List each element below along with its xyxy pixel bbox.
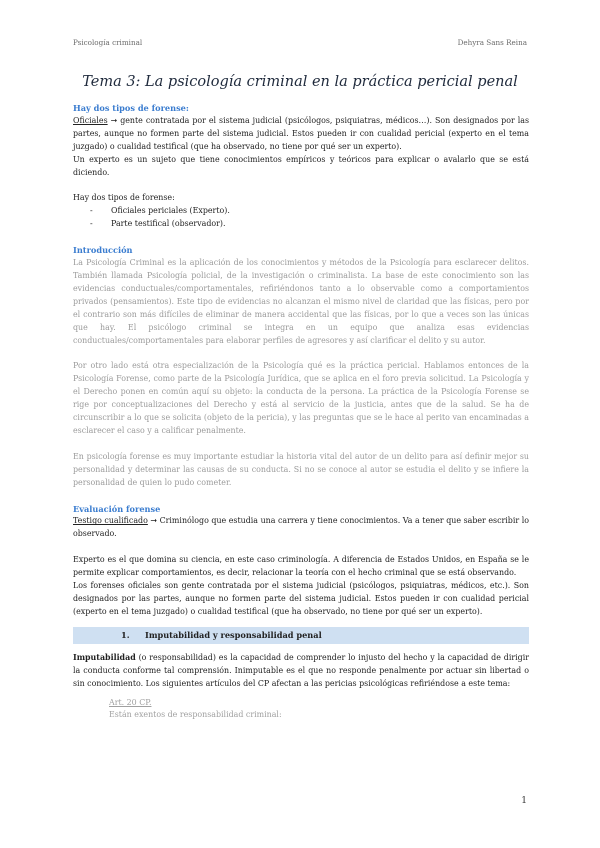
- header-left: Psicología criminal: [73, 38, 143, 47]
- section-heading-bar: [73, 627, 529, 644]
- oficiales-term: Oficiales: [73, 115, 108, 125]
- testigo-term: Testigo cualificado: [73, 516, 148, 526]
- forense-types-intro: Hay dos tipos de forense:: [73, 193, 175, 203]
- section-number: 1.: [121, 629, 130, 640]
- intro-heading: Introducción: [73, 245, 133, 256]
- intro-paragraph-2: Por otro lado está otra especialización de la Psicología qué es la práctica pericial. Hablamos entonces de la Psicología Forense, como parte de la Psicología Jurídica, que se aplica en el foro previa solicitud. La Psicología y el Derecho ponen en común aquí su objeto: la conducta de la persona. La práctica de la Psicología Forense se rige por conceptualizaciones del Derecho y está al servicio de la justicia, antes que de la salud. Se ha de circunscribir a lo que se solicita (objeto de la pericia), y las preguntas que se le hace al perito van encaminadas a esclarecer el caso y a calificar penalmente.: [73, 361, 529, 435]
- page-number: 1: [521, 796, 527, 806]
- imputabilidad-paragraph: [73, 652, 529, 691]
- forense-types-list: [73, 205, 529, 231]
- imputabilidad-term: Imputabilidad: [73, 652, 136, 662]
- header-right: Dehyra Sans Reina: [457, 38, 527, 47]
- forenses-oficiales-paragraph: Los forenses oficiales son gente contratada por el sistema judicial (psicólogos, psiquiatras, médicos, etc.). Son designados por las partes, aunque no formen parte del sistema judicial. Estos pueden ir con cualidad pericial (experto en el tema juzgado) o cualidad testifical (que ha observado, no tiene por qué ser un experto).: [73, 581, 529, 616]
- page-title: Tema 3: La psicología criminal en la práctica pericial penal: [82, 74, 518, 90]
- forense-types-heading: Hay dos tipos de forense:: [73, 103, 189, 113]
- intro-paragraph-1: La Psicología Criminal es la aplicación de los conocimientos y métodos de la Psicología para esclarecer delitos. También llamada Psicología policial, de la investigación o criminalista. La base de este conocimiento son las evidencias conductuales/comportamentales, refiriéndonos tanto a lo observable como a comportamientos privados (pensamientos). Este tipo de evidencias no alcanzan el mismo nivel de claridad que las físicas, pero por el contrario son más difíciles de eliminar de manera accidental que las físicas, por lo que a veces son las únicas que hay. El psicólogo criminal se integra en un equipo que analiza esas evidencias conductuales/comportamentales para elaborar perfiles de agresores y así clarificar el delito y su autor.: [73, 258, 529, 345]
- list-item: - Parte testifical (observador).: [90, 218, 529, 231]
- article-title: Art. 20 CP.: [109, 697, 152, 707]
- document-body: [73, 102, 529, 722]
- list-item: - Oficiales periciales (Experto).: [90, 205, 529, 218]
- evaluation-heading: Evaluación forense: [73, 503, 161, 514]
- section-title: Imputabilidad y responsabilidad penal: [145, 629, 322, 640]
- testigo-text: ➞ Criminólogo que estudia una carrera y tiene conocimientos. Va a tener que saber escribir lo observado.: [73, 516, 529, 539]
- experto-paragraph: Un experto es un sujeto que tiene conocimientos empíricos y teóricos para explicar o avalarlo que se está diciendo.: [73, 154, 529, 177]
- testigo-paragraph: [73, 515, 529, 541]
- experto-definition: Experto es el que domina su ciencia, en este caso criminología. A diferencia de Estados Unidos, en España se le permite explicar comportamientos, es decir, relacionar la teoría con el hecho criminal que se está observando.: [73, 555, 529, 578]
- article-text: Están exentos de responsabilidad criminal:: [109, 710, 282, 720]
- oficiales-paragraph: [73, 115, 529, 154]
- oficiales-text: ➞ gente contratada por el sistema judicial (psicólogos, psiquiatras, médicos…). Son designados por las partes, aunque no formen parte del sistema judicial. Estos pueden ir con cualidad pericial (experto en el tema juzgado) o cualidad testifical (que ha observado, no tiene por qué ser un experto).: [73, 115, 529, 151]
- article-block: [109, 697, 529, 723]
- imputabilidad-text: (o responsabilidad) es la capacidad de comprender lo injusto del hecho y la capacidad de dirigir la conducta conforme tal comprensión. Inimputable es el que no responde penalmente por actuar sin libertad o sin conocimiento. Los siguientes artículos del CP afectan a las pericias psicológicas refiriéndose a este tema:: [73, 652, 529, 688]
- intro-paragraph-3: En psicología forense es muy importante estudiar la historia vital del autor de un delito para así definir mejor su personalidad y determinar las causas de su conducta. Si no se conoce al autor se estudia el delito y se infiere la personalidad de quien lo pudo cometer.: [73, 451, 529, 487]
